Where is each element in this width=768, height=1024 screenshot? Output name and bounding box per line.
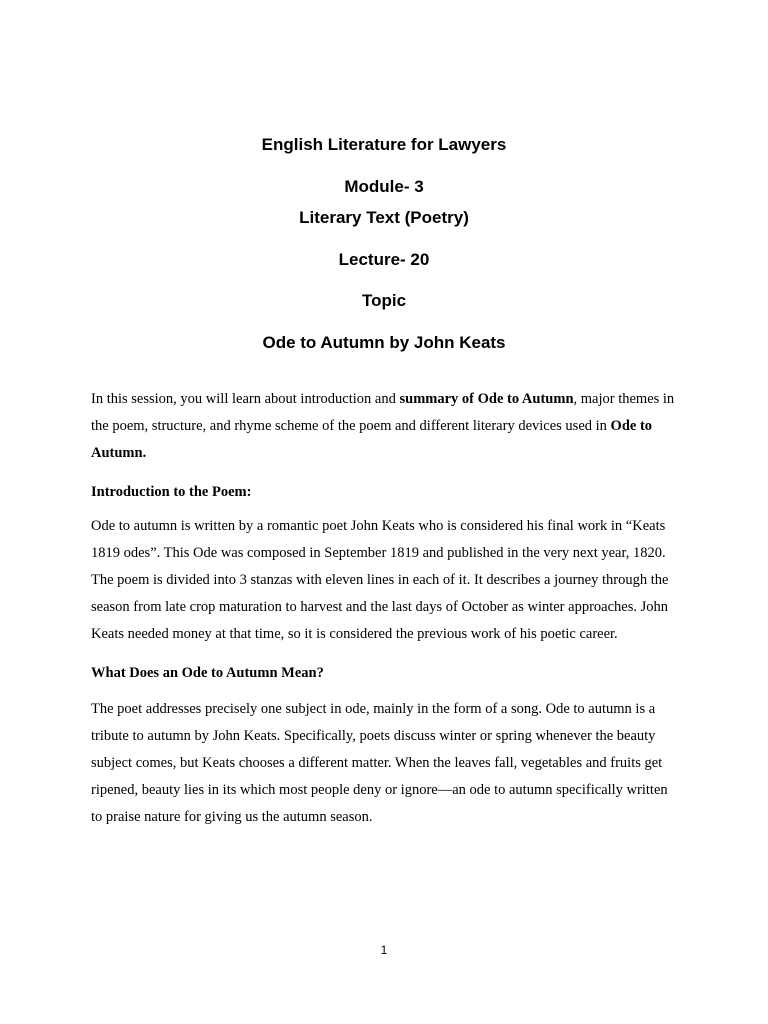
section-paragraph-meaning: The poet addresses precisely one subject in ode, mainly in the form of a song. Ode to autumn is a tribute to autumn by John Keats. Specifically, poets discuss winter or spring whenever the beauty subject comes, but Keats chooses a different matter. When the leaves fall, vegetables and fruits get ripened, beauty lies in its which most people deny or ignore—an ode to autumn specifically written to praise nature for giving us the autumn season. bbox=[91, 701, 668, 825]
topic-label: Topic bbox=[361, 291, 407, 310]
intro-bold-2: Ode to Autumn. bbox=[91, 418, 653, 461]
course-title: English Literature for Lawyers bbox=[261, 135, 507, 154]
module-number: Module- 3 bbox=[344, 177, 424, 196]
topic-title: Ode to Autumn by John Keats bbox=[262, 333, 506, 352]
intro-text-1: In this session, you will learn about introduction and bbox=[91, 391, 400, 407]
module-subtitle: Literary Text (Poetry) bbox=[299, 208, 469, 227]
intro-bold-1: summary of Ode to Autumn bbox=[399, 391, 574, 407]
section-heading-meaning: What Does an Ode to Autumn Mean? bbox=[91, 665, 324, 681]
intro-text-2: , major themes in the poem, structure, and rhyme scheme of the poem and different literary devices used in bbox=[91, 391, 675, 434]
lecture-number: Lecture- 20 bbox=[338, 250, 430, 269]
intro-paragraph bbox=[91, 386, 679, 467]
section-heading-introduction: Introduction to the Poem: bbox=[91, 484, 252, 500]
page-number: 1 bbox=[380, 943, 388, 957]
section-paragraph-introduction: Ode to autumn is written by a romantic poet John Keats who is considered his final work in “Keats 1819 odes”. This Ode was composed in September 1819 and published in the very next year, 1820. The poem is divided into 3 stanzas with eleven lines in each of it. It describes a journey through the season from late crop maturation to harvest and the last days of October as winter approaches. John Keats needed money at that time, so it is considered the previous work of his poetic career. bbox=[91, 518, 669, 642]
